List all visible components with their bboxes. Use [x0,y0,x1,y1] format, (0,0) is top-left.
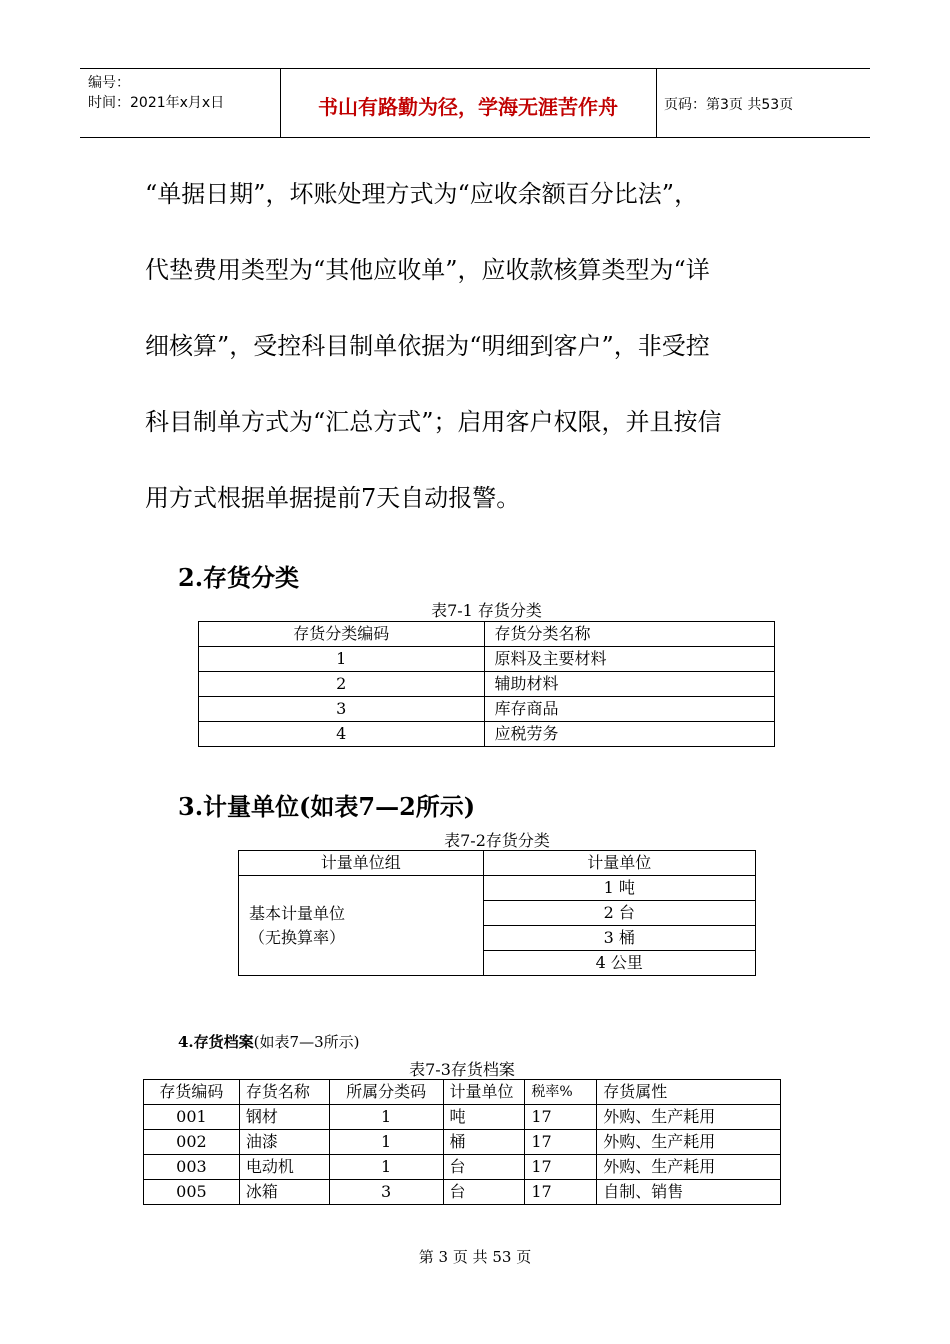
table-cell: 002 [144,1130,240,1155]
table-cell: 外购、生产耗用 [597,1155,781,1180]
inventory-archive-table [143,1079,781,1205]
table-cell: 冰箱 [239,1180,329,1205]
column-header: 计量单位组 [239,851,484,876]
table-row [144,1155,781,1180]
unit-group-name: 基本计量单位 [249,903,346,923]
table-cell: 外购、生产耗用 [597,1105,781,1130]
table-cell: 库存商品 [484,697,775,722]
table-cell: 3 [329,1180,443,1205]
table-caption: 表7-2存货分类 [444,831,550,850]
column-header: 存货属性 [597,1080,781,1105]
table-row [144,1130,781,1155]
paragraph-line: 细核算”，受控科目制单依据为“明细到客户”，非受控 [145,332,710,360]
column-header: 所属分类码 [329,1080,443,1105]
table-cell: 吨 [443,1105,525,1130]
header-divider [280,69,281,137]
table-cell: 台 [443,1180,525,1205]
table-cell: 1 [329,1155,443,1180]
page-footer: 第 3 页 共 53 页 [418,1248,532,1266]
table-cell: 2 台 [483,901,755,926]
table-cell: 油漆 [239,1130,329,1155]
column-header: 存货分类名称 [484,622,775,647]
table-cell: 17 [525,1155,597,1180]
column-header: 存货名称 [239,1080,329,1105]
unit-group-cell [239,876,484,976]
paragraph-line: “单据日期”，坏账处理方式为“应收余额百分比法”， [145,180,699,208]
table-row [199,722,775,747]
table-row [239,876,756,901]
table-row [199,697,775,722]
table-header-row [199,622,775,647]
paragraph-line: 用方式根据单据提前7天自动报警。 [145,484,521,512]
table-cell: 17 [525,1105,597,1130]
table-caption: 表7-1 存货分类 [431,601,542,620]
table-cell: 应税劳务 [484,722,775,747]
table-cell: 钢材 [239,1105,329,1130]
table-cell: 1 吨 [483,876,755,901]
header-motto: 书山有路勤为径，学海无涯苦作舟 [318,95,618,119]
table-cell: 003 [144,1155,240,1180]
column-header: 计量单位 [443,1080,525,1105]
table-cell: 台 [443,1155,525,1180]
page-header [80,68,870,138]
column-header: 存货分类编码 [199,622,485,647]
table-header-row [239,851,756,876]
table-row [144,1105,781,1130]
column-header: 计量单位 [483,851,755,876]
table-cell: 3 桶 [483,926,755,951]
table-cell: 4 [199,722,485,747]
section-title-measurement-unit: 3.计量单位(如表7—2所示) [178,792,476,821]
table-row [144,1180,781,1205]
table-cell: 电动机 [239,1155,329,1180]
table-cell: 辅助材料 [484,672,775,697]
measurement-unit-table [238,850,756,976]
paragraph-line: 科目制单方式为“汇总方式”；启用客户权限，并且按信 [145,408,722,436]
inventory-category-table [198,621,775,747]
table-cell: 1 [329,1130,443,1155]
section-title-rest: (如表7—3所示) [253,1033,360,1051]
table-cell: 1 [199,647,485,672]
table-cell: 4 公里 [483,951,755,976]
table-header-row [144,1080,781,1105]
number-label: 编号： [88,75,130,91]
body-paragraph [145,156,825,536]
table-row [199,672,775,697]
table-cell: 外购、生产耗用 [597,1130,781,1155]
header-page-info: 页码：第3页 共53页 [664,97,794,113]
header-divider [656,69,657,137]
table-cell: 17 [525,1130,597,1155]
table-caption: 表7-3存货档案 [409,1060,515,1079]
table-cell: 原料及主要材料 [484,647,775,672]
table-cell: 005 [144,1180,240,1205]
table-cell: 自制、销售 [597,1180,781,1205]
table-cell: 2 [199,672,485,697]
table-cell: 桶 [443,1130,525,1155]
header-meta [88,73,278,113]
paragraph-line: 代垫费用类型为“其他应收单”，应收款核算类型为“详 [145,256,710,284]
time-label: 时间：2021年x月x日 [88,95,225,111]
section-title-bold: 4.存货档案 [178,1033,254,1051]
table-cell: 1 [329,1105,443,1130]
table-cell: 3 [199,697,485,722]
column-header: 税率% [525,1080,597,1105]
column-header: 存货编码 [144,1080,240,1105]
table-row [199,647,775,672]
unit-group-note: （无换算率） [249,927,346,947]
table-cell: 17 [525,1180,597,1205]
section-title-inventory-archive [178,1031,359,1052]
section-title-inventory-category: 2.存货分类 [178,563,300,592]
table-cell: 001 [144,1105,240,1130]
